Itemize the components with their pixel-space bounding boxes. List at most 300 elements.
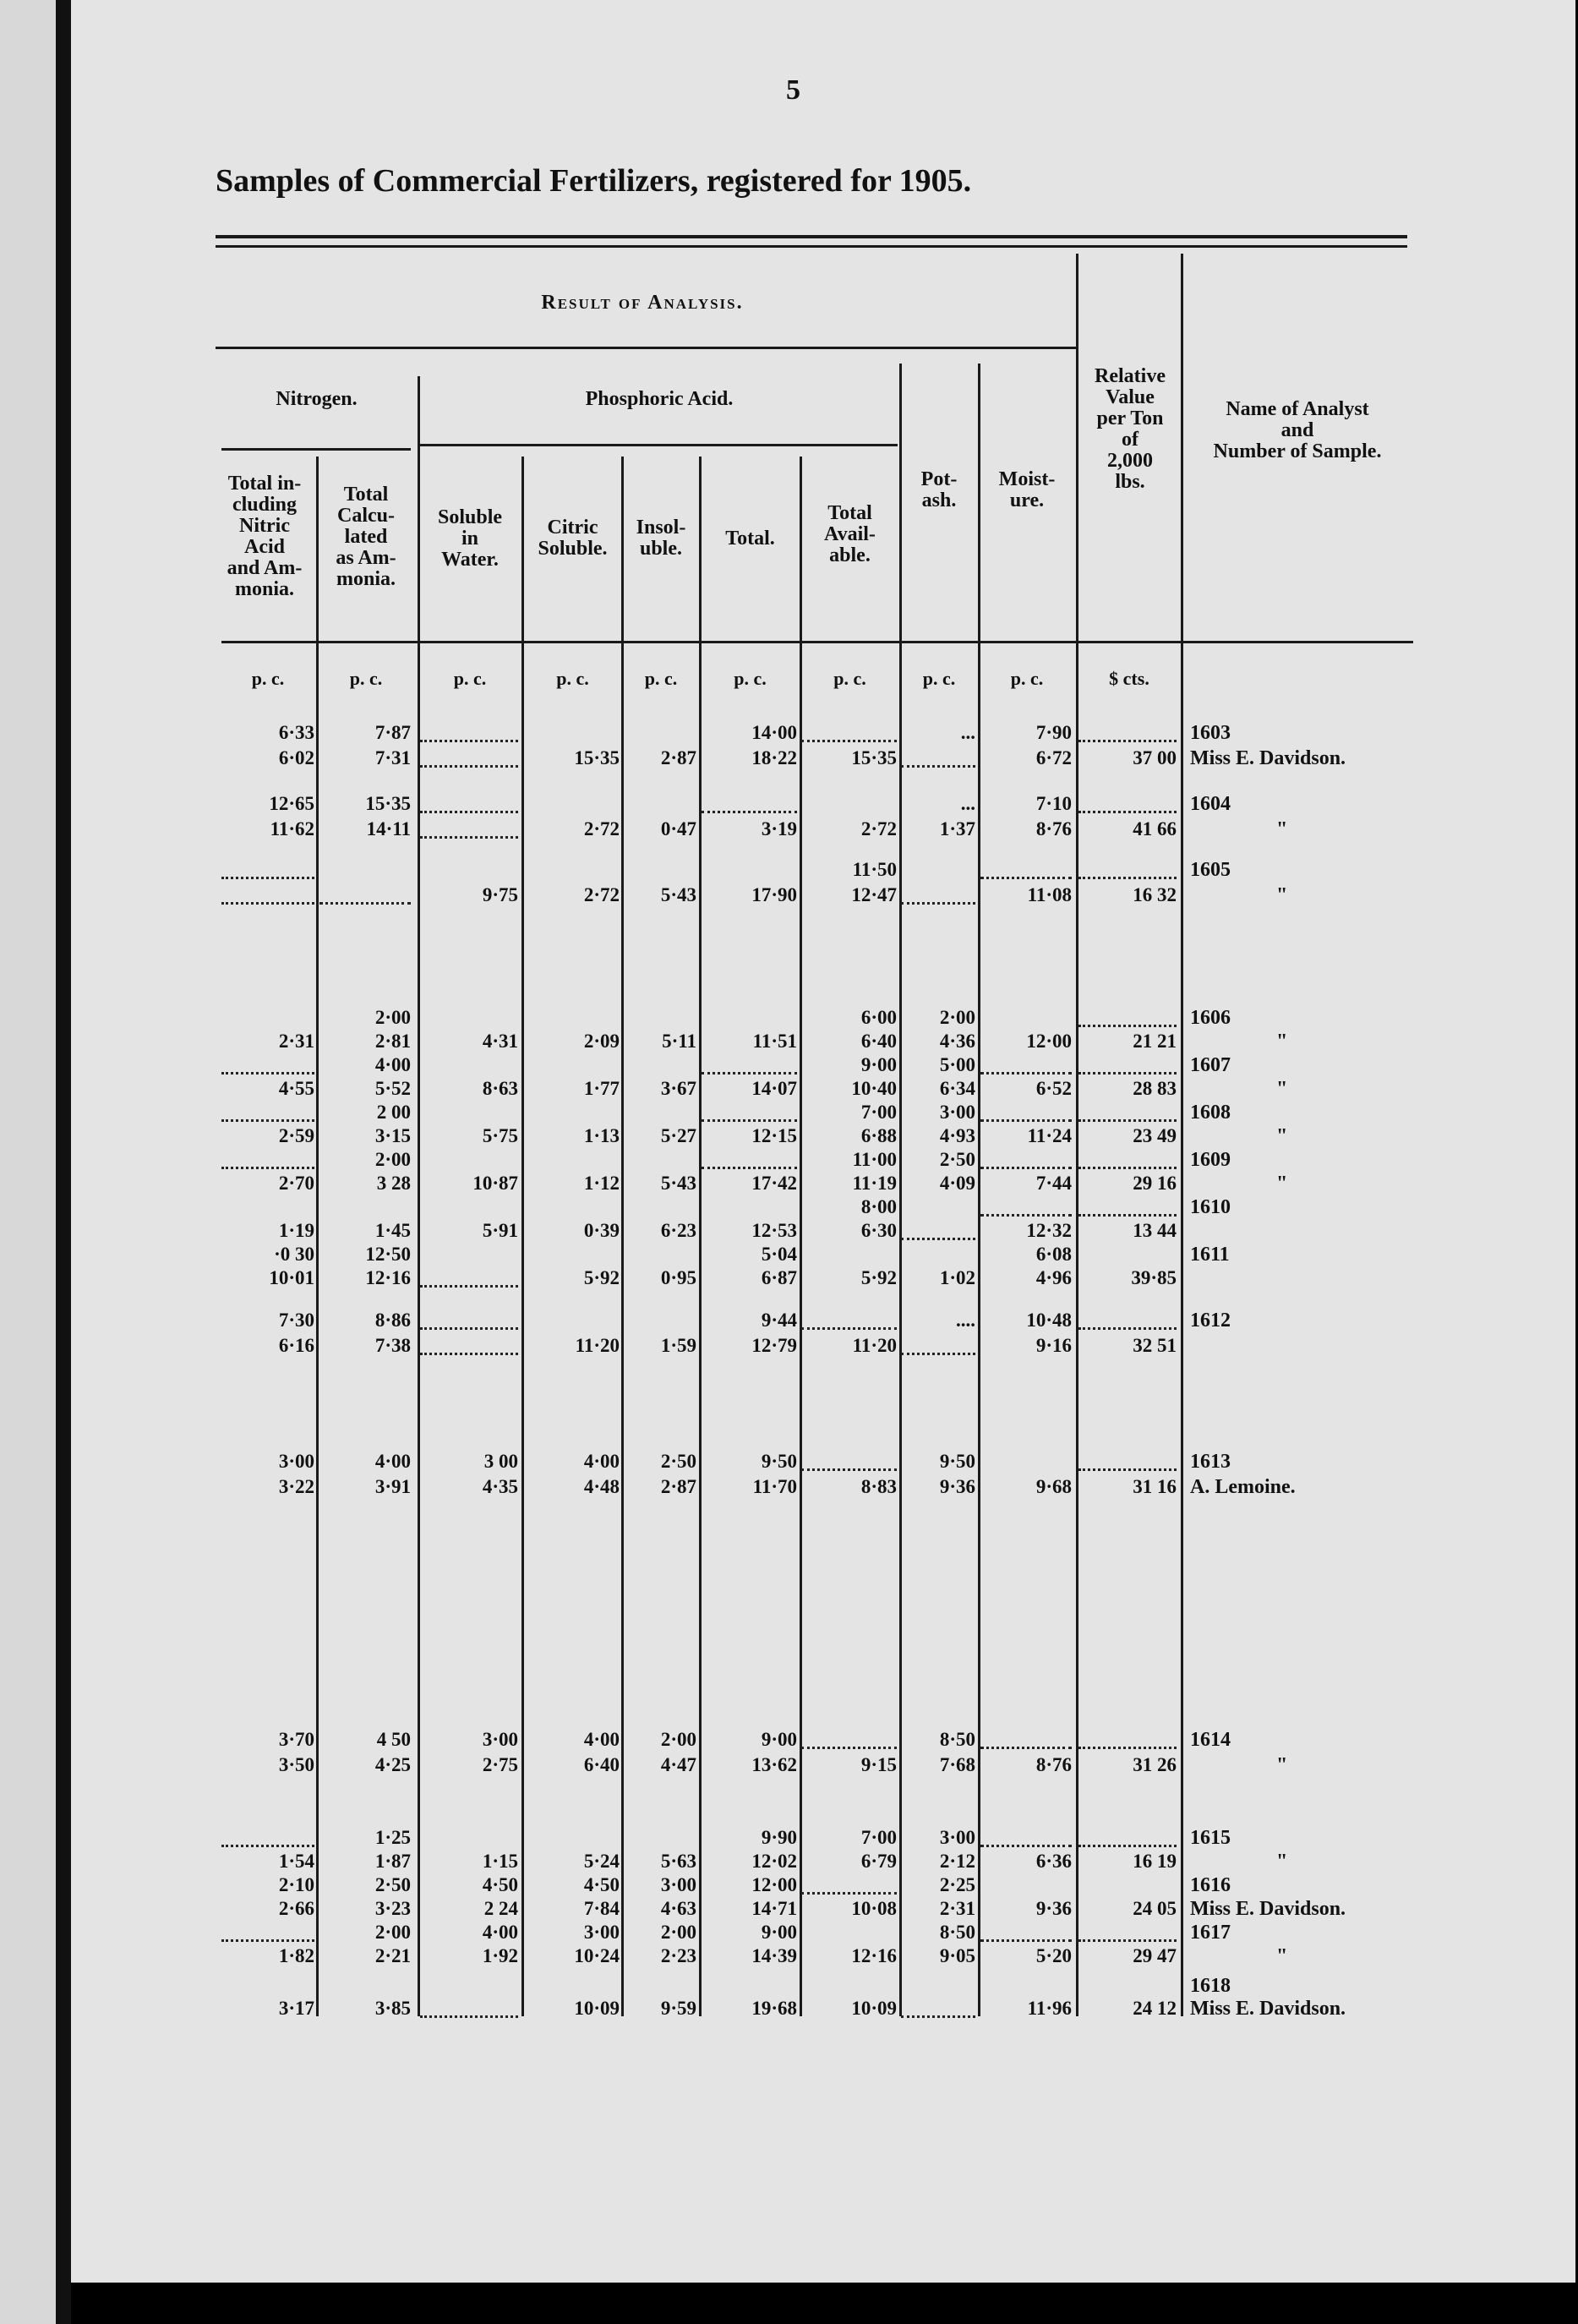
cell-potash: ...: [960, 793, 975, 814]
cell-moisture: 12·00: [1026, 1031, 1072, 1052]
cell-citric-soluble: 2·09: [583, 1031, 620, 1052]
cell-citric-soluble: 15·35: [574, 747, 620, 768]
analyst-sample: 1614: [1190, 1729, 1231, 1751]
unit-label: p. c.: [251, 668, 285, 689]
cell-citric-soluble: 1·12: [583, 1173, 620, 1194]
cell-total-nitric: 2·70: [278, 1173, 314, 1194]
page-number: 5: [786, 74, 800, 106]
cell-moisture: 6·52: [1035, 1078, 1072, 1099]
header-total-calc: Total Calcu- lated as Am- monia.: [336, 484, 396, 590]
cell-total-calc: 2 00: [376, 1102, 411, 1123]
cell-potash: 2·00: [939, 1007, 975, 1028]
cell-total-calc: 7·38: [374, 1335, 411, 1356]
cell-total: 9·00: [761, 1729, 797, 1750]
cell-relative-value: 29 16: [1133, 1173, 1177, 1194]
cell-total-nitric: 3·50: [278, 1754, 314, 1775]
cell-total-calc: 2·00: [374, 1922, 411, 1943]
header-analyst: Name of Analyst and Number of Sample.: [1213, 398, 1382, 462]
cell-total-calc: 14·11: [366, 818, 411, 839]
cell-total-available: 6·79: [860, 1851, 897, 1872]
cell-insoluble: 3·00: [660, 1874, 696, 1895]
cell-total-nitric: 12·65: [269, 793, 314, 814]
cell-total: 9·90: [761, 1827, 797, 1848]
cell-total-available: 10·40: [851, 1078, 897, 1099]
cell-total-calc: 2·21: [374, 1945, 411, 1966]
cell-soluble-water: 4·35: [482, 1476, 518, 1497]
cell-moisture: 8·76: [1035, 818, 1072, 839]
page-title: Samples of Commercial Fertilizers, registered for 1905.: [216, 163, 972, 199]
cell-total-calc: 12·50: [365, 1244, 411, 1265]
cell-moisture: 7·10: [1035, 793, 1072, 814]
cell-total: [702, 1101, 797, 1122]
cell-total-nitric: 3·17: [278, 1998, 314, 2019]
cell-total-nitric: 6·33: [278, 722, 314, 743]
cell-total-calc: [319, 883, 411, 905]
cell-insoluble: 2·23: [660, 1945, 696, 1966]
cell-moisture: 8·76: [1035, 1754, 1072, 1775]
cell-citric-soluble: 1·13: [583, 1125, 620, 1146]
cell-total-nitric: 11·62: [270, 818, 314, 839]
cell-potash: [901, 746, 975, 768]
analyst-sample: 1615: [1190, 1827, 1231, 1849]
cell-total-calc: 7·31: [374, 747, 411, 768]
cell-potash: ....: [956, 1310, 975, 1331]
cell-potash: 6·34: [939, 1078, 975, 1099]
cell-soluble-water: [420, 818, 518, 839]
cell-insoluble: 0·95: [660, 1267, 696, 1288]
cell-total: [702, 792, 797, 813]
cell-citric-soluble: 11·20: [575, 1335, 620, 1356]
cell-soluble-water: 10·87: [472, 1173, 518, 1194]
cell-total: 5·04: [761, 1244, 797, 1265]
cell-soluble-water: 1·92: [482, 1945, 518, 1966]
analyst-sample: 1604: [1190, 793, 1231, 815]
analyst-sample: A. Lemoine.: [1190, 1476, 1296, 1498]
cell-total: 14·39: [751, 1945, 797, 1966]
cell-total-nitric: 1·82: [278, 1945, 314, 1966]
cell-potash: [901, 883, 975, 905]
cell-moisture: 6·08: [1035, 1244, 1072, 1265]
analyst-sample: 1606: [1190, 1007, 1231, 1029]
cell-total-nitric: 2·10: [278, 1874, 314, 1895]
cell-total-nitric: ·0 30: [274, 1244, 314, 1265]
cell-citric-soluble: 7·84: [583, 1898, 620, 1919]
cell-soluble-water: [420, 1309, 518, 1330]
cell-total-calc: 3·91: [374, 1476, 411, 1497]
cell-total-available: 15·35: [851, 747, 897, 768]
cell-total-calc: 1·87: [374, 1851, 411, 1872]
cell-citric-soluble: 4·48: [583, 1476, 620, 1497]
cell-total-available: 8·83: [860, 1476, 897, 1497]
cell-moisture: 6·36: [1035, 1851, 1072, 1872]
analyst-sample: 1608: [1190, 1102, 1231, 1124]
cell-insoluble: 5·43: [660, 1173, 696, 1194]
cell-moisture: [980, 1053, 1072, 1075]
unit-label: p. c.: [349, 668, 383, 689]
unit-label: p. c.: [922, 668, 956, 689]
cell-total-available: 11·20: [852, 1335, 897, 1356]
cell-moisture: 9·36: [1035, 1898, 1072, 1919]
cell-total-available: [801, 1873, 897, 1895]
cell-total-nitric: 6·02: [278, 747, 314, 768]
analyst-sample: ": [1276, 1754, 1288, 1776]
cell-total-nitric: 2·66: [278, 1898, 314, 1919]
cell-relative-value: 37 00: [1133, 747, 1177, 768]
analyst-sample: ": [1276, 1031, 1288, 1053]
cell-total-calc: 3·23: [374, 1898, 411, 1919]
cell-soluble-water: [420, 746, 518, 768]
cell-total-available: 7·00: [860, 1827, 897, 1848]
analyst-sample: ": [1276, 818, 1288, 840]
header-total: Total.: [725, 528, 775, 550]
analyst-sample: 1611: [1190, 1244, 1230, 1266]
cell-soluble-water: 4·50: [482, 1874, 518, 1895]
analyst-sample: 1605: [1190, 859, 1231, 881]
cell-potash: [901, 1334, 975, 1355]
cell-total-available: 10·08: [851, 1898, 897, 1919]
cell-potash: 3·00: [939, 1827, 975, 1848]
cell-total: 12·15: [751, 1125, 797, 1146]
cell-moisture: 7·44: [1035, 1173, 1072, 1194]
cell-soluble-water: 3·00: [482, 1729, 518, 1750]
cell-total-nitric: [221, 1101, 314, 1122]
cell-potash: [901, 1219, 975, 1240]
cell-total-available: 12·47: [851, 884, 897, 905]
analyst-sample: 1603: [1190, 722, 1231, 744]
cell-relative-value: [1078, 1826, 1177, 1847]
cell-total: 3·19: [761, 818, 797, 839]
cell-total-nitric: 7·30: [278, 1310, 314, 1331]
cell-total-calc: 1·25: [374, 1827, 411, 1848]
cell-total: [702, 1148, 797, 1169]
cell-total-calc: 2·00: [374, 1007, 411, 1028]
cell-total: 12·02: [751, 1851, 797, 1872]
cell-soluble-water: 2·75: [482, 1754, 518, 1775]
cell-total-calc: 4 50: [376, 1729, 411, 1750]
cell-soluble-water: 5·75: [482, 1125, 518, 1146]
cell-relative-value: 23 49: [1133, 1125, 1177, 1146]
cell-insoluble: 2·00: [660, 1729, 696, 1750]
cell-total-calc: 4·00: [374, 1451, 411, 1472]
cell-total-nitric: [221, 1826, 314, 1847]
cell-total-calc: 7·87: [374, 722, 411, 743]
cell-citric-soluble: 1·77: [583, 1078, 620, 1099]
cell-moisture: [980, 1148, 1072, 1169]
cell-citric-soluble: 3·00: [583, 1922, 620, 1943]
analyst-sample: 1607: [1190, 1054, 1231, 1076]
cell-moisture: 4·96: [1035, 1267, 1072, 1288]
cell-total-available: 10·09: [851, 1998, 897, 2019]
cell-relative-value: 13 44: [1133, 1220, 1177, 1241]
cell-relative-value: 21 21: [1133, 1031, 1177, 1052]
cell-relative-value: [1078, 858, 1177, 879]
cell-total: 17·90: [751, 884, 797, 905]
unit-label: $ cts.: [1109, 668, 1149, 689]
cell-total-calc: 4·00: [374, 1054, 411, 1075]
cell-potash: 4·93: [939, 1125, 975, 1146]
cell-potash: 4·09: [939, 1173, 975, 1194]
cell-total-nitric: 2·31: [278, 1031, 314, 1052]
cell-potash: 9·05: [939, 1945, 975, 1966]
cell-total-nitric: 1·54: [278, 1851, 314, 1872]
cell-moisture: 7·90: [1035, 722, 1072, 743]
cell-total: 12·53: [751, 1220, 797, 1241]
cell-relative-value: [1078, 1148, 1177, 1169]
cell-relative-value: 39·85: [1131, 1267, 1177, 1288]
cell-relative-value: [1078, 1309, 1177, 1330]
cell-total-calc: 3 28: [376, 1173, 411, 1194]
cell-moisture: 11·08: [1027, 884, 1072, 905]
cell-citric-soluble: 4·00: [583, 1729, 620, 1750]
cell-relative-value: 28 83: [1133, 1078, 1177, 1099]
cell-relative-value: 24 12: [1133, 1998, 1177, 2019]
cell-total-available: 6·88: [860, 1125, 897, 1146]
unit-label: p. c.: [556, 668, 589, 689]
cell-total-available: 9·15: [860, 1754, 897, 1775]
cell-total: 12·00: [751, 1874, 797, 1895]
cell-insoluble: 2·87: [660, 747, 696, 768]
cell-potash: 3·00: [939, 1102, 975, 1123]
cell-relative-value: 41 66: [1133, 818, 1177, 839]
header-total-nitric: Total in- cluding Nitric Acid and Am- monia.: [227, 473, 303, 600]
cell-total-nitric: [221, 1053, 314, 1075]
cell-potash: 2·12: [939, 1851, 975, 1872]
cell-relative-value: [1078, 792, 1177, 813]
cell-total-available: 6·30: [860, 1220, 897, 1241]
cell-total-calc: 2·81: [374, 1031, 411, 1052]
cell-moisture: 10·48: [1026, 1310, 1072, 1331]
cell-insoluble: 5·27: [660, 1125, 696, 1146]
cell-insoluble: 9·59: [660, 1998, 696, 2019]
analyst-sample: 1612: [1190, 1310, 1231, 1332]
analyst-sample: ": [1276, 1173, 1288, 1195]
cell-total-available: 7·00: [860, 1102, 897, 1123]
cell-total-available: 2·72: [860, 818, 897, 839]
cell-insoluble: 3·67: [660, 1078, 696, 1099]
cell-total-available: 12·16: [851, 1945, 897, 1966]
analyst-sample: Miss E. Davidson.: [1190, 1898, 1346, 1920]
cell-potash: 4·36: [939, 1031, 975, 1052]
cell-total: 14·71: [751, 1898, 797, 1919]
cell-citric-soluble: 2·72: [583, 884, 620, 905]
cell-moisture: [980, 1195, 1072, 1217]
cell-total-available: [801, 1728, 897, 1749]
unit-label: p. c.: [833, 668, 866, 689]
cell-soluble-water: 1·15: [482, 1851, 518, 1872]
cell-relative-value: [1078, 1728, 1177, 1749]
header-citric-soluble: Citric Soluble.: [538, 517, 608, 560]
cell-total-calc: 2·50: [374, 1874, 411, 1895]
cell-total-available: [801, 721, 897, 742]
cell-moisture: 9·68: [1035, 1476, 1072, 1497]
cell-total-calc: 8·86: [374, 1310, 411, 1331]
cell-insoluble: 1·59: [660, 1335, 696, 1356]
cell-potash: 7·68: [939, 1754, 975, 1775]
cell-potash: 5·00: [939, 1054, 975, 1075]
phosphoric-acid-header: Phosphoric Acid.: [585, 388, 734, 410]
cell-insoluble: 4·47: [660, 1754, 696, 1775]
analyst-sample: ": [1276, 884, 1288, 906]
unit-label: p. c.: [1010, 668, 1044, 689]
cell-total-calc: 2·00: [374, 1149, 411, 1170]
cell-relative-value: [1078, 1450, 1177, 1471]
cell-relative-value: [1078, 1006, 1177, 1027]
header-moisture: Moist- ure.: [998, 468, 1056, 511]
analyst-sample: Miss E. Davidson.: [1190, 747, 1346, 769]
cell-moisture: 6·72: [1035, 747, 1072, 768]
cell-moisture: [980, 1101, 1072, 1122]
cell-total: 9·44: [761, 1310, 797, 1331]
cell-citric-soluble: 5·92: [583, 1267, 620, 1288]
cell-moisture: [980, 858, 1072, 879]
cell-insoluble: 6·23: [660, 1220, 696, 1241]
cell-total: 9·50: [761, 1451, 797, 1472]
cell-total-calc: 12·16: [365, 1267, 411, 1288]
cell-relative-value: 16 19: [1133, 1851, 1177, 1872]
cell-total-nitric: 3·22: [278, 1476, 314, 1497]
cell-potash: 8·50: [939, 1729, 975, 1750]
unit-label: p. c.: [453, 668, 487, 689]
cell-total-nitric: 10·01: [269, 1267, 314, 1288]
analyst-sample: ": [1276, 1945, 1288, 1967]
cell-total: 6·87: [761, 1267, 797, 1288]
cell-soluble-water: 5·91: [482, 1220, 518, 1241]
cell-total: 18·22: [751, 747, 797, 768]
cell-insoluble: 5·11: [662, 1031, 696, 1052]
cell-moisture: 11·96: [1027, 1998, 1072, 2019]
cell-total-available: 8·00: [860, 1196, 897, 1217]
cell-relative-value: [1078, 1195, 1177, 1217]
header-soluble-water: Soluble in Water.: [437, 506, 503, 571]
cell-relative-value: 31 26: [1133, 1754, 1177, 1775]
analyst-sample: 1610: [1190, 1196, 1231, 1218]
cell-total: 14·07: [751, 1078, 797, 1099]
header-insoluble: Insol- uble.: [636, 517, 686, 560]
cell-total-available: [801, 1309, 897, 1330]
cell-citric-soluble: 5·24: [583, 1851, 620, 1872]
cell-potash: 8·50: [939, 1922, 975, 1943]
cell-total-available: 11·50: [852, 859, 897, 880]
cell-total: 9·00: [761, 1922, 797, 1943]
cell-total-nitric: 4·55: [278, 1078, 314, 1099]
analyst-sample: ": [1276, 1125, 1288, 1147]
cell-potash: 2·25: [939, 1874, 975, 1895]
cell-potash: 1·37: [939, 818, 975, 839]
cell-citric-soluble: 0·39: [583, 1220, 620, 1241]
analyst-sample: ": [1276, 1851, 1288, 1873]
cell-potash: 1·02: [939, 1267, 975, 1288]
cell-insoluble: 2·50: [660, 1451, 696, 1472]
cell-insoluble: 5·43: [660, 884, 696, 905]
cell-potash: ...: [960, 722, 975, 743]
cell-moisture: 5·20: [1035, 1945, 1072, 1966]
cell-total-available: 11·00: [852, 1149, 897, 1170]
cell-total: 12·79: [751, 1335, 797, 1356]
unit-label: p. c.: [644, 668, 678, 689]
cell-total-nitric: 3·00: [278, 1451, 314, 1472]
cell-relative-value: 29 47: [1133, 1945, 1177, 1966]
cell-total: 13·62: [751, 1754, 797, 1775]
cell-soluble-water: 4·31: [482, 1031, 518, 1052]
analyst-sample: 1613: [1190, 1451, 1231, 1473]
cell-insoluble: 0·47: [660, 818, 696, 839]
cell-total: 17·42: [751, 1173, 797, 1194]
cell-relative-value: [1078, 1101, 1177, 1122]
cell-total-calc: 5·52: [374, 1078, 411, 1099]
analyst-sample: 1617: [1190, 1922, 1231, 1944]
cell-total-available: 6·40: [860, 1031, 897, 1052]
cell-total-calc: 1·45: [374, 1220, 411, 1241]
cell-total: [702, 1053, 797, 1075]
cell-total-calc: 3·15: [374, 1125, 411, 1146]
cell-total-nitric: 1·19: [278, 1220, 314, 1241]
cell-citric-soluble: 10·24: [574, 1945, 620, 1966]
cell-relative-value: [1078, 1053, 1177, 1075]
cell-relative-value: 16 32: [1133, 884, 1177, 905]
cell-moisture: 12·32: [1026, 1220, 1072, 1241]
cell-total-available: 6·00: [860, 1007, 897, 1028]
cell-total-nitric: [221, 1921, 314, 1942]
cell-soluble-water: 4·00: [482, 1922, 518, 1943]
cell-insoluble: 2·00: [660, 1922, 696, 1943]
cell-potash: 2·50: [939, 1149, 975, 1170]
cell-citric-soluble: 10·09: [574, 1998, 620, 2019]
cell-total-calc: 4·25: [374, 1754, 411, 1775]
cell-citric-soluble: 2·72: [583, 818, 620, 839]
cell-insoluble: 2·87: [660, 1476, 696, 1497]
cell-potash: 9·50: [939, 1451, 975, 1472]
analyst-sample: 1618: [1190, 1975, 1231, 1997]
cell-soluble-water: 9·75: [482, 884, 518, 905]
cell-relative-value: 24 05: [1133, 1898, 1177, 1919]
analyst-sample: 1609: [1190, 1149, 1231, 1171]
cell-insoluble: 5·63: [660, 1851, 696, 1872]
analyst-sample: 1616: [1190, 1874, 1231, 1896]
cell-soluble-water: [420, 1997, 518, 2018]
cell-total: 11·51: [752, 1031, 797, 1052]
cell-soluble-water: 2 24: [483, 1898, 518, 1919]
cell-total-calc: 3·85: [374, 1998, 411, 2019]
cell-relative-value: [1078, 721, 1177, 742]
cell-soluble-water: [420, 1334, 518, 1355]
cell-moisture: 11·24: [1027, 1125, 1072, 1146]
header-potash: Pot- ash.: [920, 468, 958, 511]
cell-total-available: 11·19: [852, 1173, 897, 1194]
cell-total-nitric: [221, 883, 314, 905]
cell-moisture: [980, 1826, 1072, 1847]
cell-relative-value: 31 16: [1133, 1476, 1177, 1497]
cell-total-nitric: 3·70: [278, 1729, 314, 1750]
header-relative-value: Relative Value per Ton of 2,000 lbs.: [1095, 365, 1166, 493]
cell-citric-soluble: 6·40: [583, 1754, 620, 1775]
cell-moisture: [980, 1921, 1072, 1942]
cell-total-available: 9·00: [860, 1054, 897, 1075]
cell-soluble-water: 8·63: [482, 1078, 518, 1099]
cell-total-nitric: 6·16: [278, 1335, 314, 1356]
cell-total-calc: 15·35: [365, 793, 411, 814]
cell-relative-value: [1078, 1921, 1177, 1942]
cell-soluble-water: [420, 1266, 518, 1288]
cell-total-nitric: 2·59: [278, 1125, 314, 1146]
cell-moisture: [980, 1728, 1072, 1749]
cell-total-nitric: [221, 858, 314, 879]
nitrogen-header: Nitrogen.: [276, 388, 358, 410]
cell-total-nitric: [221, 1148, 314, 1169]
cell-soluble-water: [420, 792, 518, 813]
analyst-sample: ": [1276, 1078, 1288, 1100]
cell-relative-value: 32 51: [1133, 1335, 1177, 1356]
cell-total: 11·70: [752, 1476, 797, 1497]
